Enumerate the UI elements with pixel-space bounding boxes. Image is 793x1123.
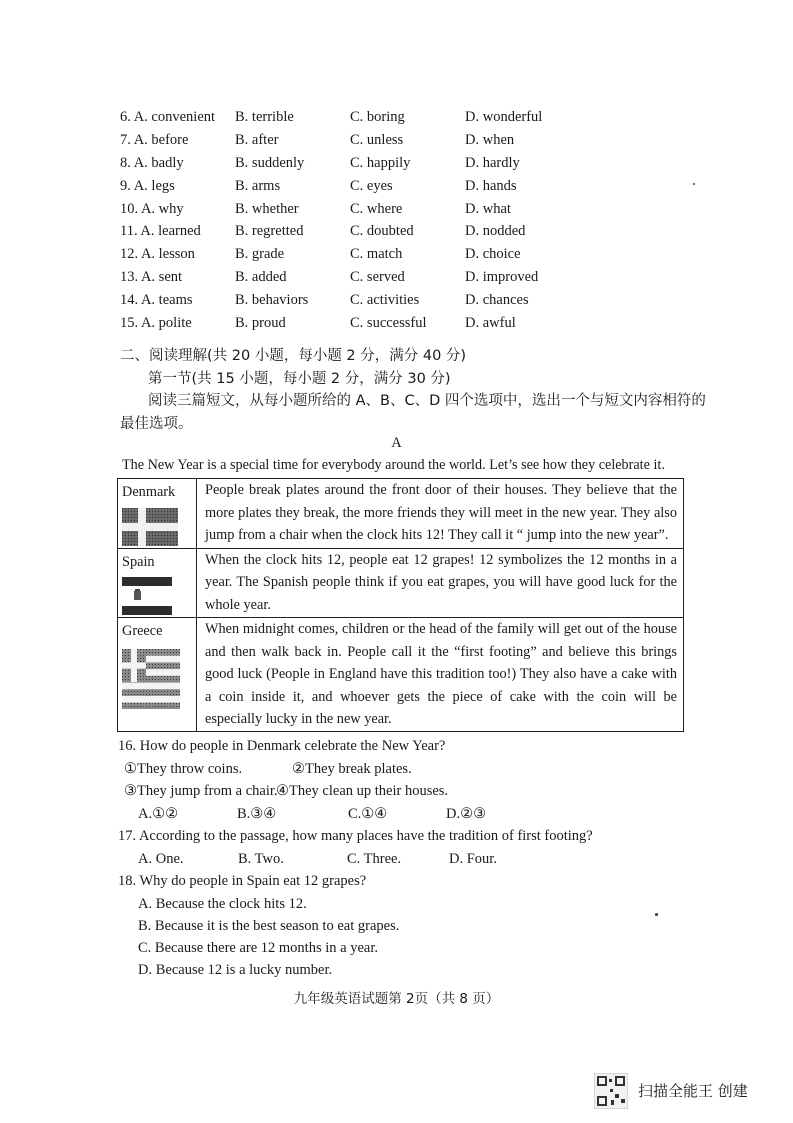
instruction-line-1: 阅读三篇短文，从每小题所给的 A、B、C、D 四个选项中，选出一个与短文内容相符的 [148,393,706,409]
scan-speck [693,183,695,185]
qr-code-icon [594,1073,628,1109]
option-b: B. terrible [235,109,294,125]
option-d: D. chances [465,292,529,309]
instruction-line-2: 最佳选项。 [120,416,193,432]
q16-option-a: A.①② [138,806,179,822]
option-a: 7. A. before [120,131,189,148]
q16-statement-2: ②They break plates. [292,761,412,777]
option-d: D. hardly [465,154,520,171]
option-row [120,175,600,198]
passage-intro: The New Year is a special time for everybody around the world. Let’s see how they celebrate it. [122,457,665,473]
passage-letter: A [391,435,402,451]
option-c: C. successful [350,315,427,332]
cloze-options [120,106,600,335]
option-d: D. improved [465,269,539,286]
section-heading: 二、阅读理解(共 20 小题，每小题 2 分，满分 40 分) [120,348,467,364]
q16-option-c: C.①④ [348,806,388,822]
q16-option-d: D.②③ [446,806,487,822]
question-17: 17. According to the passage, how many places have the tradition of first footing? [118,828,593,844]
option-row [120,289,600,312]
option-d: D. choice [465,246,521,263]
option-row [120,266,600,289]
country-name: Greece [122,623,163,639]
description-cell: When the clock hits 12, people eat 12 grapes! 12 symbolizes the 12 months in a year. The Spanish people think if you eat grapes, you will have good luck for the whole year. [197,548,684,618]
new-year-table [117,478,684,732]
option-row [120,129,600,152]
option-c: C. unless [350,131,404,148]
option-a: 6. A. convenient [120,109,216,125]
table-row [118,548,684,618]
option-a: 13. A. sent [120,269,183,286]
option-b: B. whether [235,200,299,217]
q18-option-a: A. Because the clock hits 12. [138,896,307,912]
option-b: B. regretted [235,223,304,240]
country-name: Denmark [122,484,176,500]
option-a: 14. A. teams [120,292,193,309]
greece-flag-icon [122,649,180,709]
option-c: C. where [350,200,403,217]
option-c: C. served [350,269,405,286]
option-d: D. what [465,200,511,217]
option-row [120,198,600,221]
question-16: 16. How do people in Denmark celebrate the New Year? [118,738,446,754]
q17-option-a: A. One. [138,851,184,867]
option-c: C. match [350,246,403,263]
spain-flag-icon [122,577,172,615]
option-row [120,220,600,243]
table-row [118,618,684,732]
option-d: D. wonderful [465,109,543,125]
option-c: C. boring [350,109,405,125]
q16-statement-4: ④They clean up their houses. [276,783,449,799]
option-b: B. after [235,131,279,148]
q17-option-b: B. Two. [238,851,284,867]
option-a: 15. A. polite [120,315,192,332]
option-c: C. happily [350,154,411,171]
option-b: B. suddenly [235,154,305,171]
section-subheading: 第一节(共 15 小题，每小题 2 分，满分 30 分) [148,371,451,387]
option-d: D. awful [465,315,516,332]
option-a: 9. A. legs [120,177,175,194]
q17-option-c: C. Three. [347,851,402,867]
page-footer: 九年级英语试题第 2页（共 8 页） [293,991,500,1007]
option-a: 10. A. why [120,200,184,217]
q16-statement-1: ①They throw coins. [124,761,243,777]
option-b: B. proud [235,315,286,332]
option-d: D. nodded [465,223,526,240]
option-b: B. arms [235,177,281,194]
option-a: 8. A. badly [120,154,184,171]
option-a: 12. A. lesson [120,246,195,263]
country-cell [118,618,197,732]
option-b: B. added [235,269,287,286]
q16-statement-3: ③They jump from a chair. [124,783,278,799]
option-row [120,106,600,129]
country-cell [118,479,197,549]
option-d: D. hands [465,177,517,194]
option-c: C. eyes [350,177,393,194]
q18-option-c: C. Because there are 12 months in a year. [138,940,378,956]
scanner-watermark [594,1073,774,1109]
scan-speck [655,913,658,916]
q18-option-d: D. Because 12 is a lucky number. [138,962,333,978]
q17-option-d: D. Four. [449,851,497,867]
option-c: C. doubted [350,223,414,240]
q18-option-b: B. Because it is the best season to eat grapes. [138,918,400,934]
option-b: B. behaviors [235,292,309,309]
scanner-label: 扫描全能王 创建 [638,1082,748,1100]
q16-option-b: B.③④ [237,806,277,822]
option-row [120,152,600,175]
option-d: D. when [465,131,515,148]
option-row [120,312,600,335]
option-a: 11. A. learned [120,223,201,240]
country-name: Spain [122,553,155,570]
option-b: B. grade [235,246,285,263]
question-18: 18. Why do people in Spain eat 12 grapes? [118,873,367,889]
table-row [118,479,684,549]
denmark-flag-icon [122,508,178,546]
option-c: C. activities [350,292,420,309]
option-row [120,243,600,266]
country-cell [118,548,197,618]
description-cell: People break plates around the front door of their houses. They believe that the more plates they break, the more friends they will meet in the new year. They also jump from a chair when the clock hits 12! They call it “ jump into the new year”. [197,479,684,549]
description-cell: When midnight comes, children or the head of the family will get out of the house and then walk back in. People call it the “first footing” and believe this brings good luck (People in England have this tradition too!) They also have a cake with a coin inside it, and whoever gets the piece of cake with the coin will be especially lucky in the new year. [197,618,684,732]
